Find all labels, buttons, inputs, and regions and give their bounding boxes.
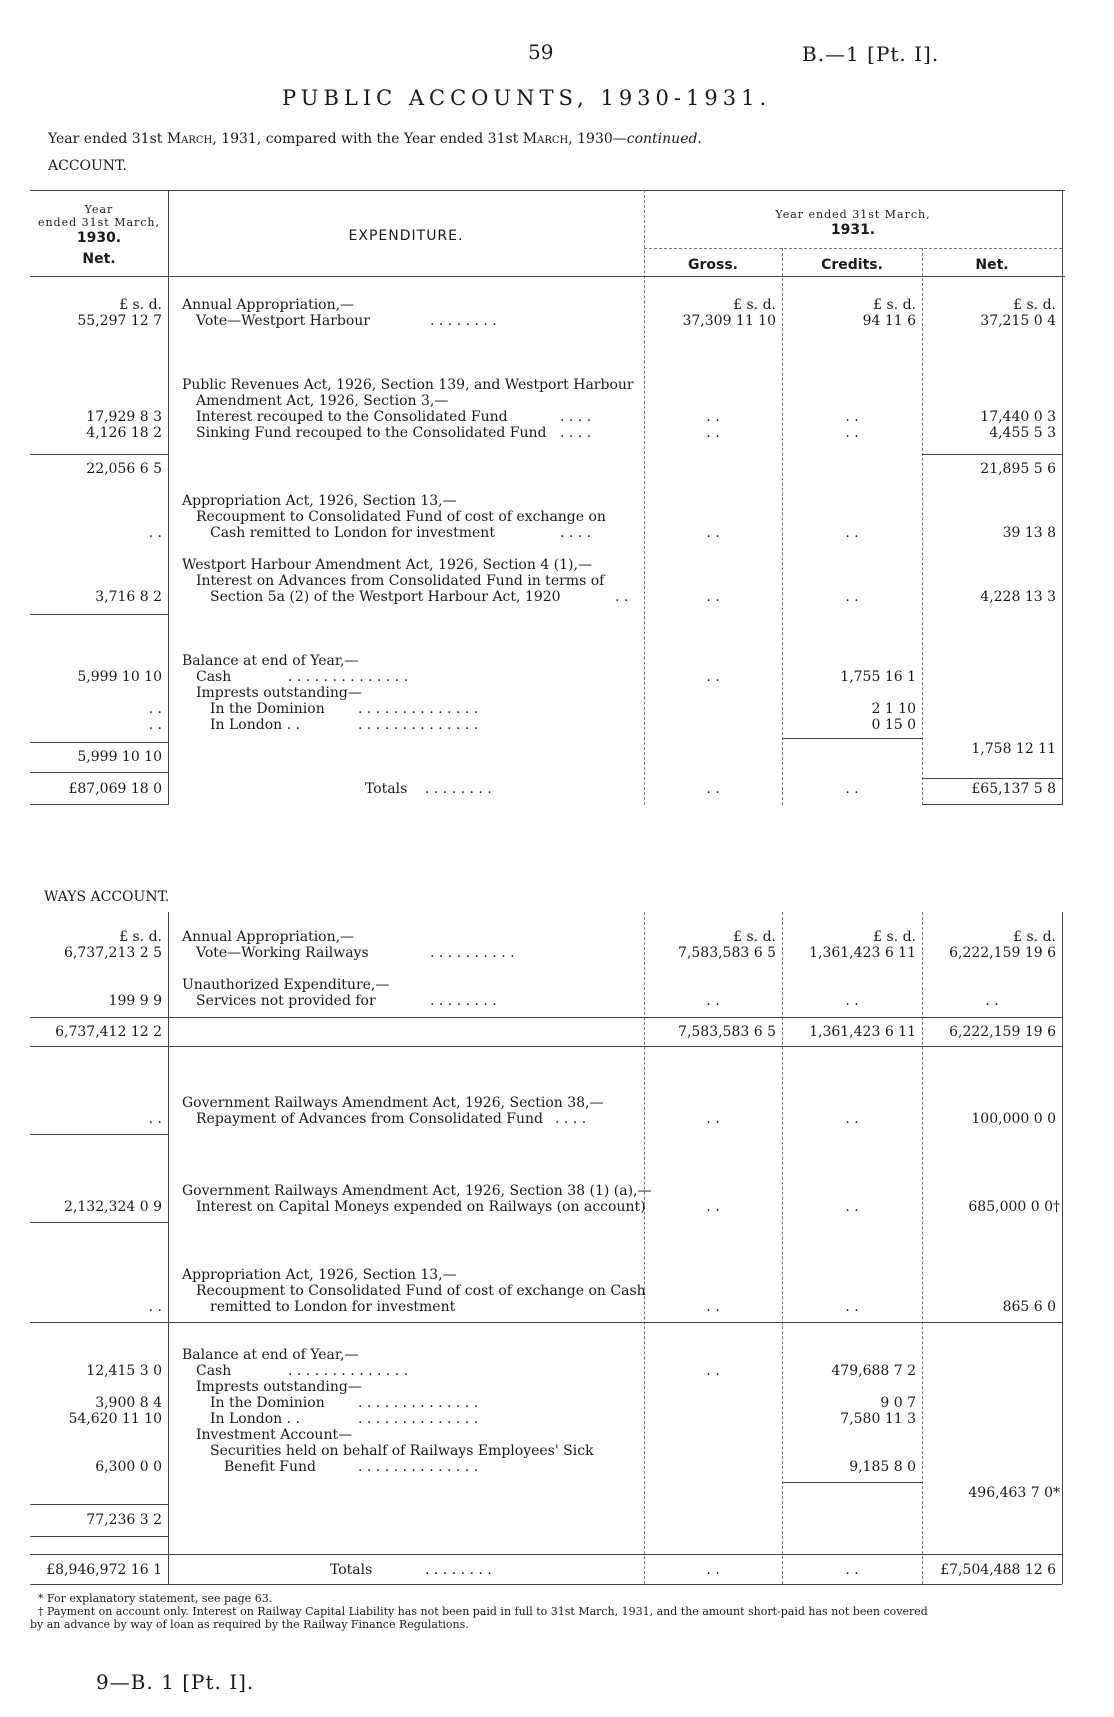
- t2-row4-desc2: Interest on Capital Moneys expended on Railways (on account): [196, 1199, 646, 1215]
- t1-totals-prev: £87,069 18 0: [68, 781, 162, 797]
- t2-bal-total-net: 496,463 7 0*: [968, 1485, 1060, 1501]
- t2-row4-desc1: Government Railways Amendment Act, 1926, Section 38 (1) (a),—: [182, 1183, 652, 1199]
- t1-row1-dots: . . . . . . . .: [430, 313, 497, 329]
- t2-row5-desc1: Appropriation Act, 1926, Section 13,—: [182, 1267, 457, 1283]
- t2-units-gross: £ s. d.: [733, 929, 776, 945]
- t2-subtotal-net: 6,222,159 19 6: [949, 1024, 1056, 1040]
- t1-row4-prev: 3,716 8 2: [95, 589, 162, 605]
- table2-totals-rule: [30, 1554, 1062, 1555]
- t2-row4-credits: . .: [845, 1199, 859, 1215]
- t1-row3-credits: . .: [845, 525, 859, 541]
- t2-row1-desc1: Annual Appropriation,—: [182, 929, 355, 945]
- t1-totals-credits-dots: . .: [845, 781, 859, 797]
- t1-row2b-desc: Sinking Fund recouped to the Consolidated Fund: [196, 425, 547, 441]
- t1-row3-prev: . .: [148, 525, 162, 541]
- t2-units-credits: £ s. d.: [873, 929, 916, 945]
- t2-row4-gross: . .: [706, 1199, 720, 1215]
- t2-row3-desc2: Repayment of Advances from Consolidated Fund: [196, 1111, 543, 1127]
- t2-row2-net: . .: [985, 993, 999, 1009]
- t1-bal-dom-dots: . . . . . . . . . . . . . .: [358, 701, 479, 717]
- table2-r3-rule: [30, 1134, 168, 1135]
- t1-balance-heading: Balance at end of Year,—: [182, 653, 359, 669]
- section-label-ways-account: WAYS ACCOUNT.: [44, 889, 170, 905]
- table1-net-totals-rule: [922, 778, 1062, 779]
- footnote-dagger-line1: † Payment on account only. Interest on Railway Capital Liability has not been paid in full to 31st March, 1931, and the amount short-paid has not been covered: [38, 1605, 928, 1618]
- t2-bal-sec-credits: 9,185 8 0: [849, 1459, 916, 1475]
- t1-row4-dots: . .: [615, 589, 629, 605]
- t1-row1-net: 37,215 0 4: [980, 313, 1056, 329]
- t2-bal-impr-label: Imprests outstanding—: [196, 1379, 362, 1395]
- t1-subtotal-net: 21,895 5 6: [980, 461, 1056, 477]
- t1-row1-credits: 94 11 6: [862, 313, 916, 329]
- t2-bal-lon-prev: 54,620 11 10: [68, 1411, 162, 1427]
- t2-bal-sec-prev: 6,300 0 0: [95, 1459, 162, 1475]
- t1-bal-dom-credits: 2 1 10: [871, 701, 916, 717]
- t2-totals-label: Totals: [330, 1562, 373, 1578]
- t1-row2-desc1: Public Revenues Act, 1926, Section 139, and Westport Harbour: [182, 377, 634, 393]
- prev-year-header-line2: ended 31st March,: [37, 216, 161, 229]
- t2-row4-net: 685,000 0 0†: [968, 1199, 1060, 1215]
- t2-row2-prev: 199 9 9: [108, 993, 162, 1009]
- t1-row2a-net: 17,440 0 3: [980, 409, 1056, 425]
- t2-bal-total-prev: 77,236 3 2: [86, 1512, 162, 1528]
- t1-bal-lon-label: In London . .: [210, 717, 300, 733]
- t1-totals-net: £65,137 5 8: [971, 781, 1056, 797]
- t2-row1-gross: 7,583,583 6 5: [678, 945, 776, 961]
- credits-header: Credits.: [821, 257, 883, 273]
- t2-bal-sec-label1: Securities held on behalf of Railways Employees' Sick: [210, 1443, 594, 1459]
- t2-bal-inv-label: Investment Account—: [196, 1427, 353, 1443]
- t2-totals-gross-dots: . .: [706, 1562, 720, 1578]
- t1-subtotal-prev: 22,056 6 5: [86, 461, 162, 477]
- t1-bal-total-net: 1,758 12 11: [971, 741, 1056, 757]
- t1-row3-net: 39 13 8: [1002, 525, 1056, 541]
- table2-col-divider-credits: [922, 912, 923, 1584]
- table2-prev-bal-rule: [30, 1504, 168, 1505]
- table1-net-sub-rule: [922, 454, 1062, 455]
- table1-col-divider-desc: [644, 190, 645, 805]
- t1-row1-desc1: Annual Appropriation,—: [182, 297, 355, 313]
- table1-header-bottom-rule: [30, 276, 1065, 277]
- t2-row2-dots: . . . . . . . .: [430, 993, 497, 1009]
- t1-bal-cash-dots: . . . . . . . . . . . . . .: [288, 669, 409, 685]
- t2-row4-prev: 2,132,324 0 9: [64, 1199, 162, 1215]
- t2-units-net: £ s. d.: [1013, 929, 1056, 945]
- table1-prev-bottom-rule: [30, 804, 168, 805]
- prev-year-header-line1: Year: [84, 203, 114, 216]
- t2-subtotal-prev: 6,737,412 12 2: [55, 1024, 162, 1040]
- t2-row2-desc2: Services not provided for: [196, 993, 376, 1009]
- t2-bal-cash-credits: 479,688 7 2: [831, 1363, 916, 1379]
- table1-top-rule: [30, 190, 1065, 191]
- t2-bal-dom-dots: . . . . . . . . . . . . . .: [358, 1395, 479, 1411]
- table2-col-divider-desc: [644, 912, 645, 1584]
- t2-row1-dots: . . . . . . . . . .: [430, 945, 515, 961]
- table1-prev-bal-rule: [30, 614, 168, 615]
- table1-net-bottom-rule: [922, 804, 1062, 805]
- t2-row5-desc2: Recoupment to Consolidated Fund of cost of exchange on Cash: [196, 1283, 646, 1299]
- t1-bal-total-prev: 5,999 10 10: [77, 749, 162, 765]
- units-net: £ s. d.: [1013, 297, 1056, 313]
- t2-row5-desc3: remitted to London for investment: [210, 1299, 456, 1315]
- t2-row5-net: 865 6 0: [1002, 1299, 1056, 1315]
- year-header-line2: 1931.: [830, 222, 876, 238]
- t1-bal-dom-label: In the Dominion: [210, 701, 325, 717]
- t2-totals-credits-dots: . .: [845, 1562, 859, 1578]
- t1-row4-net: 4,228 13 3: [980, 589, 1056, 605]
- t1-row2a-dots: . . . .: [560, 409, 592, 425]
- t2-row1-net: 6,222,159 19 6: [949, 945, 1056, 961]
- table2-right-rule: [1062, 912, 1063, 1584]
- page-subtitle: Year ended 31st March, 1931, compared with the Year ended 31st March, 1930—continued.: [48, 131, 702, 147]
- t1-bal-cash-prev: 5,999 10 10: [77, 669, 162, 685]
- t2-row5-credits: . .: [845, 1299, 859, 1315]
- t2-bal-cash-gross-dots: . .: [706, 1363, 720, 1379]
- t1-totals-gross-dots: . .: [706, 781, 720, 797]
- t1-bal-lon-prev: . .: [148, 717, 162, 733]
- document-code: B.—1 [Pt. I].: [802, 42, 940, 66]
- t1-totals-dots: . . . . . . . .: [425, 781, 492, 797]
- t2-row3-prev: . .: [148, 1111, 162, 1127]
- t1-row4-gross: . .: [706, 589, 720, 605]
- units-gross: £ s. d.: [733, 297, 776, 313]
- table2-col-divider-prev: [168, 912, 169, 1584]
- prev-year-header-net: Net.: [82, 251, 116, 267]
- table2-credits-bal-rule: [782, 1482, 922, 1483]
- t2-totals-net: £7,504,488 12 6: [940, 1562, 1056, 1578]
- footnote-dagger-line2: by an advance by way of loan as required by the Railway Finance Regulations.: [30, 1618, 469, 1631]
- table2-col-divider-gross: [782, 912, 783, 1584]
- t2-row2-credits: . .: [845, 993, 859, 1009]
- t1-row3-desc3: Cash remitted to London for investment: [210, 525, 495, 541]
- t1-row2b-gross: . .: [706, 425, 720, 441]
- t1-row2a-prev: 17,929 8 3: [86, 409, 162, 425]
- t1-row2b-dots: . . . .: [560, 425, 592, 441]
- t1-bal-lon-credits: 0 15 0: [871, 717, 916, 733]
- table1-col-divider-prev: [168, 190, 169, 805]
- table2-sub-rule: [30, 1017, 1062, 1018]
- t2-row3-gross: . .: [706, 1111, 720, 1127]
- table2-prev-baltotal-rule: [30, 1536, 168, 1537]
- prev-year-header-line3: 1930.: [76, 230, 122, 246]
- t2-row1-desc2: Vote—Working Railways: [196, 945, 369, 961]
- t2-bal-dom-prev: 3,900 8 4: [95, 1395, 162, 1411]
- t1-row2a-gross: . .: [706, 409, 720, 425]
- t2-totals-prev: £8,946,972 16 1: [46, 1562, 162, 1578]
- t1-row2a-credits: . .: [845, 409, 859, 425]
- t2-row5-prev: . .: [148, 1299, 162, 1315]
- t1-row4-desc1: Westport Harbour Amendment Act, 1926, Section 4 (1),—: [182, 557, 592, 573]
- table1-prev-baltotal-rule: [30, 742, 168, 743]
- t2-row1-credits: 1,361,423 6 11: [809, 945, 916, 961]
- page-title: PUBLIC ACCOUNTS, 1930-1931.: [282, 86, 772, 110]
- t1-row3-gross: . .: [706, 525, 720, 541]
- t2-bal-lon-dots: . . . . . . . . . . . . . .: [358, 1411, 479, 1427]
- t2-subtotal-credits: 1,361,423 6 11: [809, 1024, 916, 1040]
- t1-row1-desc2: Vote—Westport Harbour: [196, 313, 371, 329]
- t1-row4-credits: . .: [845, 589, 859, 605]
- t2-row2-gross: . .: [706, 993, 720, 1009]
- t1-row2b-net: 4,455 5 3: [989, 425, 1056, 441]
- gross-header: Gross.: [688, 257, 738, 273]
- t2-row1-prev: 6,737,213 2 5: [64, 945, 162, 961]
- t1-row2-desc2: Amendment Act, 1926, Section 3,—: [196, 393, 449, 409]
- t2-row3-dots: . . . .: [555, 1111, 587, 1127]
- t2-row2-desc1: Unauthorized Expenditure,—: [182, 977, 390, 993]
- t1-bal-cash-credits: 1,755 16 1: [840, 669, 916, 685]
- t2-bal-lon-label: In London . .: [210, 1411, 300, 1427]
- t2-bal-cash-label: Cash: [196, 1363, 232, 1379]
- t1-bal-cash-gross-dots: . .: [706, 669, 720, 685]
- t1-totals-label: Totals: [365, 781, 408, 797]
- table2-bottom-rule: [30, 1584, 1062, 1585]
- t2-row3-desc1: Government Railways Amendment Act, 1926, Section 38,—: [182, 1095, 604, 1111]
- t1-row3-desc2: Recoupment to Consolidated Fund of cost of exchange on: [196, 509, 606, 525]
- section-label-account: ACCOUNT.: [48, 158, 127, 174]
- table1-prev-totals-rule: [30, 772, 168, 773]
- expenditure-header: EXPENDITURE.: [348, 228, 464, 244]
- table2-r5-rule: [30, 1322, 1062, 1323]
- t2-row5-gross: . .: [706, 1299, 720, 1315]
- t2-bal-sec-dots: . . . . . . . . . . . . . .: [358, 1459, 479, 1475]
- t2-bal-sec-label2: Benefit Fund: [224, 1459, 316, 1475]
- t1-row1-gross: 37,309 11 10: [682, 313, 776, 329]
- t1-bal-impr-label: Imprests outstanding—: [196, 685, 362, 701]
- t2-units-prev: £ s. d.: [119, 929, 162, 945]
- t1-bal-dom-prev: . .: [148, 701, 162, 717]
- table1-header-subrule: [644, 248, 1062, 249]
- year-header-line1: Year ended 31st March,: [775, 208, 931, 221]
- t2-bal-dom-credits: 9 0 7: [880, 1395, 916, 1411]
- footnote-asterisk: * For explanatory statement, see page 63.: [38, 1592, 273, 1605]
- net-header: Net.: [975, 257, 1009, 273]
- t1-row4-desc2: Interest on Advances from Consolidated Fund in terms of: [196, 573, 605, 589]
- t2-row3-net: 100,000 0 0: [971, 1111, 1056, 1127]
- units-prev: £ s. d.: [119, 297, 162, 313]
- t1-bal-lon-dots: . . . . . . . . . . . . . .: [358, 717, 479, 733]
- units-credits: £ s. d.: [873, 297, 916, 313]
- t2-bal-lon-credits: 7,580 11 3: [840, 1411, 916, 1427]
- t2-totals-dots: . . . . . . . .: [425, 1562, 492, 1578]
- t2-row3-credits: . .: [845, 1111, 859, 1127]
- table1-right-rule: [1062, 190, 1063, 805]
- t1-row3-dots: . . . .: [560, 525, 592, 541]
- t1-row2b-credits: . .: [845, 425, 859, 441]
- table2-sub-rule-2: [30, 1046, 1062, 1047]
- page-number: 59: [528, 40, 554, 64]
- page-footer-code: 9—B. 1 [Pt. I].: [96, 1670, 255, 1694]
- t1-row2a-desc: Interest recouped to the Consolidated Fund: [196, 409, 508, 425]
- t2-bal-dom-label: In the Dominion: [210, 1395, 325, 1411]
- table1-credits-bal-rule: [782, 738, 922, 739]
- t1-bal-cash-label: Cash: [196, 669, 232, 685]
- table1-prev-sub-rule: [30, 454, 168, 455]
- t2-subtotal-gross: 7,583,583 6 5: [678, 1024, 776, 1040]
- t1-row4-desc3: Section 5a (2) of the Westport Harbour Act, 1920: [210, 589, 561, 605]
- t1-row1-prev: 55,297 12 7: [77, 313, 162, 329]
- t1-row3-desc1: Appropriation Act, 1926, Section 13,—: [182, 493, 457, 509]
- t1-row2b-prev: 4,126 18 2: [86, 425, 162, 441]
- table2-r4-rule: [30, 1222, 168, 1223]
- t2-bal-cash-prev: 12,415 3 0: [86, 1363, 162, 1379]
- t2-balance-heading: Balance at end of Year,—: [182, 1347, 359, 1363]
- t2-bal-cash-dots: . . . . . . . . . . . . . .: [288, 1363, 409, 1379]
